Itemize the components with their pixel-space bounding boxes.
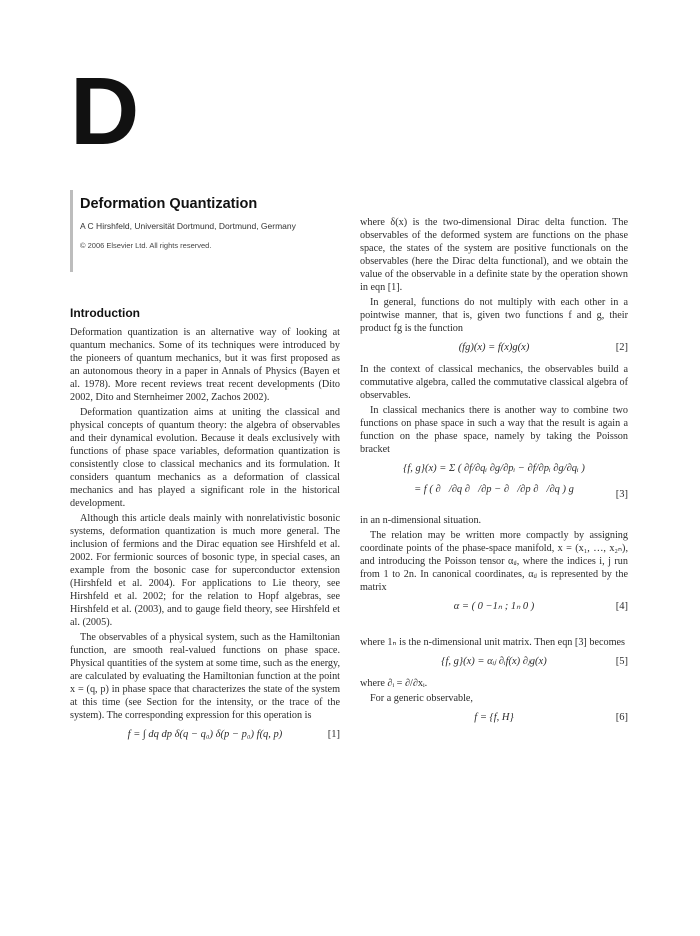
paragraph: In classical mechanics there is another way to combine two functions on phase space in such a way that the result is again a function on the phase space, namely by taking the Poisson bracket bbox=[360, 405, 628, 455]
author-affiliation: A C Hirshfeld, Universität Dortmund, Dortmund, Germany bbox=[80, 221, 296, 231]
equation-number: [6] bbox=[615, 712, 628, 723]
equation-number: [3] bbox=[615, 489, 628, 500]
equation-text: α = ( 0 −1ₙ ; 1ₙ 0 ) bbox=[453, 601, 535, 612]
equation-4 bbox=[360, 600, 628, 630]
equation-2 bbox=[360, 341, 628, 357]
introduction-heading: Introduction bbox=[70, 306, 140, 320]
equation-number: [1] bbox=[327, 729, 340, 740]
equation-3 bbox=[360, 462, 628, 508]
equation-number: [4] bbox=[615, 601, 628, 612]
paragraph: In general, functions do not multiply with each other in a pointwise manner, that is, given two functions f and g, their product fg is the function bbox=[360, 297, 628, 334]
left-column bbox=[70, 326, 340, 750]
copyright-notice: © 2006 Elsevier Ltd. All rights reserved. bbox=[80, 241, 212, 250]
paragraph: Deformation quantization is an alternative way of looking at quantum mechanics. Some of its techniques were introduced by the pioneers of quantum mechanics, but it was first proposed as an autonomous theory in a paper in Annals of Physics (Bayen et al. 1978). More recent reviews treat recent developments (Dito 2002, Dito and Sternheimer 2002, Zachos 2002). bbox=[70, 327, 340, 403]
title-rule bbox=[70, 190, 73, 272]
paragraph: In the context of classical mechanics, the observables build a commutative algebra, called the commutative classical algebra of observables. bbox=[360, 364, 628, 401]
paragraph: in an n-dimensional situation. bbox=[360, 515, 482, 526]
paragraph: where ∂ᵢ = ∂/∂xᵢ. bbox=[360, 678, 428, 689]
article-header bbox=[70, 190, 340, 250]
right-column bbox=[360, 216, 628, 733]
equation-text: {f, g}(x) = αᵢⱼ ∂ᵢf(x) ∂ⱼg(x) bbox=[441, 656, 547, 667]
equation-number: [5] bbox=[615, 656, 628, 667]
section-letter: D bbox=[70, 58, 140, 165]
equation-line: {f, g}(x) = Σ ( ∂f/∂qᵢ ∂g/∂pᵢ − ∂f/∂pᵢ ∂g/∂qᵢ ) bbox=[403, 463, 585, 474]
paragraph: Although this article deals mainly with nonrelativistic bosonic systems, deformation quantization is much more general. The inclusion of fermions and the Dirac equation see Hirshfeld et al. 2002. For fermionic sources of bosonic type, in special cases, an example from the bosonic case for superconductor extension (Hirshfeld et al. 2004). For applications to Lie theory, see Hirshfeld et al. 2002; for the relation to Hopf algebras, see Hirshfeld et al. (2003), and to gauge field theory, see Hirshfeld et al. (2005). bbox=[70, 513, 340, 628]
equation-1 bbox=[70, 728, 340, 744]
equation-line: = f ( ∂⃖/∂q ∂⃗/∂p − ∂⃖/∂p ∂⃗/∂q ) g bbox=[414, 484, 574, 495]
equation-number: [2] bbox=[615, 342, 628, 353]
paragraph: Deformation quantization aims at uniting the classical and physical concepts of quantum theory: the algebra of observables and their dynamical evolution. Because it deals exclusively with functions of phase space variables, deformation quantization is consistently close to classical mechanics and its formulation. It considers quantum mechanics as a deformation of classical mechanics and has played a significant role in the historical development. bbox=[70, 407, 340, 509]
equation-5 bbox=[360, 655, 628, 671]
equation-text: (fg)(x) = f(x)g(x) bbox=[458, 342, 530, 353]
equation-6 bbox=[360, 711, 628, 727]
paragraph: where 1ₙ is the n-dimensional unit matrix. Then eqn [3] becomes bbox=[360, 637, 625, 648]
paragraph: The observables of a physical system, such as the Hamiltonian function, are smooth real-valued functions on phase space. Physical quantities of the system at some time, such as the energy, are calculated by evaluating the Hamiltonian function at the point x = (q, p) in phase space that characterizes the state of the system at this time (see Section for the intensity, or the trace of the system). The corresponding expression for this operation is bbox=[70, 632, 340, 721]
paragraph: where δ(x) is the two-dimensional Dirac delta function. The observables of the deformed system are functions on the phase space, the states of the system are positive functionals on the observables (here the Dirac delta functional), and we obtain the value of the observable in a definite state by the operation shown in eqn [1]. bbox=[360, 217, 628, 293]
article-title: Deformation Quantization bbox=[80, 196, 258, 212]
equation-text: f = {f, H} bbox=[474, 712, 514, 723]
paragraph: For a generic observable, bbox=[370, 693, 473, 704]
equation-text: f = ∫ dq dp δ(q − q₀) δ(p − p₀) f(q, p) bbox=[127, 729, 283, 740]
paragraph: The relation may be written more compactly by assigning coordinate points of the phase-space manifold, x = (x₁, …, x₂ₙ), and introducing the Poisson tensor αᵢⱼ, where the indices i, j run from 1 to 2n. In canonical coordinates, αᵢⱼ is represented by the matrix bbox=[360, 530, 628, 593]
